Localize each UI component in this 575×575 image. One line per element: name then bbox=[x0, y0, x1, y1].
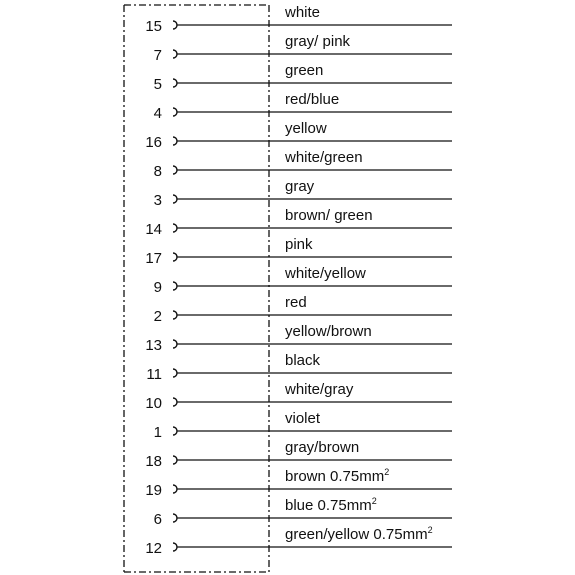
wire-color-text: red bbox=[285, 294, 307, 311]
pin-number: 1 bbox=[153, 424, 162, 441]
socket-contact-icon bbox=[173, 166, 177, 174]
wire-color-text: yellow/brown bbox=[285, 323, 372, 340]
pin-number: 10 bbox=[145, 395, 162, 412]
pin-number: 8 bbox=[153, 163, 162, 180]
wire-color-label bbox=[285, 236, 313, 253]
pin-number: 7 bbox=[153, 47, 162, 64]
socket-contact-icon bbox=[173, 456, 177, 464]
pin-number: 16 bbox=[145, 134, 162, 151]
wire-color-label bbox=[285, 294, 307, 311]
socket-contact-icon bbox=[173, 195, 177, 203]
socket-contact-icon bbox=[173, 21, 177, 29]
wire-color-text: blue 0.75mm bbox=[285, 497, 372, 514]
wire-color-text: green/yellow 0.75mm bbox=[285, 526, 428, 543]
wire-color-text: brown 0.75mm bbox=[285, 468, 385, 485]
wire-color-label bbox=[285, 207, 373, 224]
wire-color-label bbox=[285, 178, 315, 195]
socket-contact-icon bbox=[173, 398, 177, 406]
socket-contact-icon bbox=[173, 311, 177, 319]
wire-color-text: pink bbox=[285, 236, 313, 253]
socket-contact-icon bbox=[173, 543, 177, 551]
wire-color-text: gray/brown bbox=[285, 439, 360, 456]
wire-color-text: white/yellow bbox=[285, 265, 366, 282]
wire-color-text: yellow bbox=[285, 120, 327, 137]
socket-contact-icon bbox=[173, 282, 177, 290]
wire-color-text: green bbox=[285, 62, 324, 79]
wire-color-text: black bbox=[285, 352, 321, 369]
wire-color-label bbox=[284, 149, 363, 166]
wire-color-label bbox=[285, 525, 433, 543]
pin-number: 11 bbox=[146, 366, 162, 383]
pin-number: 18 bbox=[145, 453, 162, 470]
wire-color-label bbox=[284, 381, 354, 398]
socket-contact-icon bbox=[173, 485, 177, 493]
wire-gauge-superscript: 2 bbox=[371, 496, 377, 506]
wire-color-text: gray/ pink bbox=[285, 33, 351, 50]
pin-number: 15 bbox=[145, 18, 162, 35]
socket-contact-icon bbox=[173, 108, 177, 116]
socket-contact-icon bbox=[173, 79, 177, 87]
pin-number: 14 bbox=[145, 221, 162, 238]
pin-number: 19 bbox=[145, 482, 162, 499]
pin-number: 12 bbox=[145, 540, 162, 557]
wire-color-text: violet bbox=[285, 410, 321, 427]
wire-color-text: white bbox=[285, 4, 321, 21]
wire-color-label bbox=[285, 91, 339, 108]
pin-number: 5 bbox=[153, 76, 162, 93]
wire-color-label bbox=[285, 352, 321, 369]
pin-number: 6 bbox=[153, 511, 162, 528]
wire-color-label bbox=[284, 265, 366, 282]
wire-color-label bbox=[285, 323, 372, 340]
pin-number: 9 bbox=[153, 279, 162, 296]
wire-color-label bbox=[285, 120, 327, 137]
socket-contact-icon bbox=[173, 137, 177, 145]
socket-contact-icon bbox=[173, 224, 177, 232]
socket-contact-icon bbox=[173, 427, 177, 435]
socket-contact-icon bbox=[173, 340, 177, 348]
wire-gauge-superscript: 2 bbox=[427, 525, 433, 535]
wire-color-label bbox=[285, 439, 359, 456]
socket-contact-icon bbox=[173, 50, 177, 58]
wire-color-label bbox=[285, 496, 377, 514]
pin-number: 4 bbox=[153, 105, 162, 122]
pin-number: 13 bbox=[145, 337, 162, 354]
socket-contact-icon bbox=[173, 369, 177, 377]
pin-number: 2 bbox=[153, 308, 162, 325]
wire-color-text: gray bbox=[285, 178, 315, 195]
socket-contact-icon bbox=[173, 514, 177, 522]
pin-number: 17 bbox=[145, 250, 162, 267]
wire-color-text: brown/ green bbox=[285, 207, 373, 224]
labels bbox=[145, 4, 432, 557]
pin-number: 3 bbox=[153, 192, 162, 209]
wire-color-label bbox=[285, 62, 323, 79]
wire-color-label bbox=[285, 33, 351, 50]
wire-color-text: white/gray bbox=[285, 381, 354, 398]
wire-color-label bbox=[285, 467, 389, 485]
socket-contact-icon bbox=[173, 253, 177, 261]
wire-color-text: white/green bbox=[285, 149, 363, 166]
wire-gauge-superscript: 2 bbox=[384, 467, 390, 477]
wire-color-text: red/blue bbox=[285, 91, 340, 108]
wire-color-label bbox=[285, 410, 321, 427]
wire-color-label bbox=[284, 4, 320, 21]
